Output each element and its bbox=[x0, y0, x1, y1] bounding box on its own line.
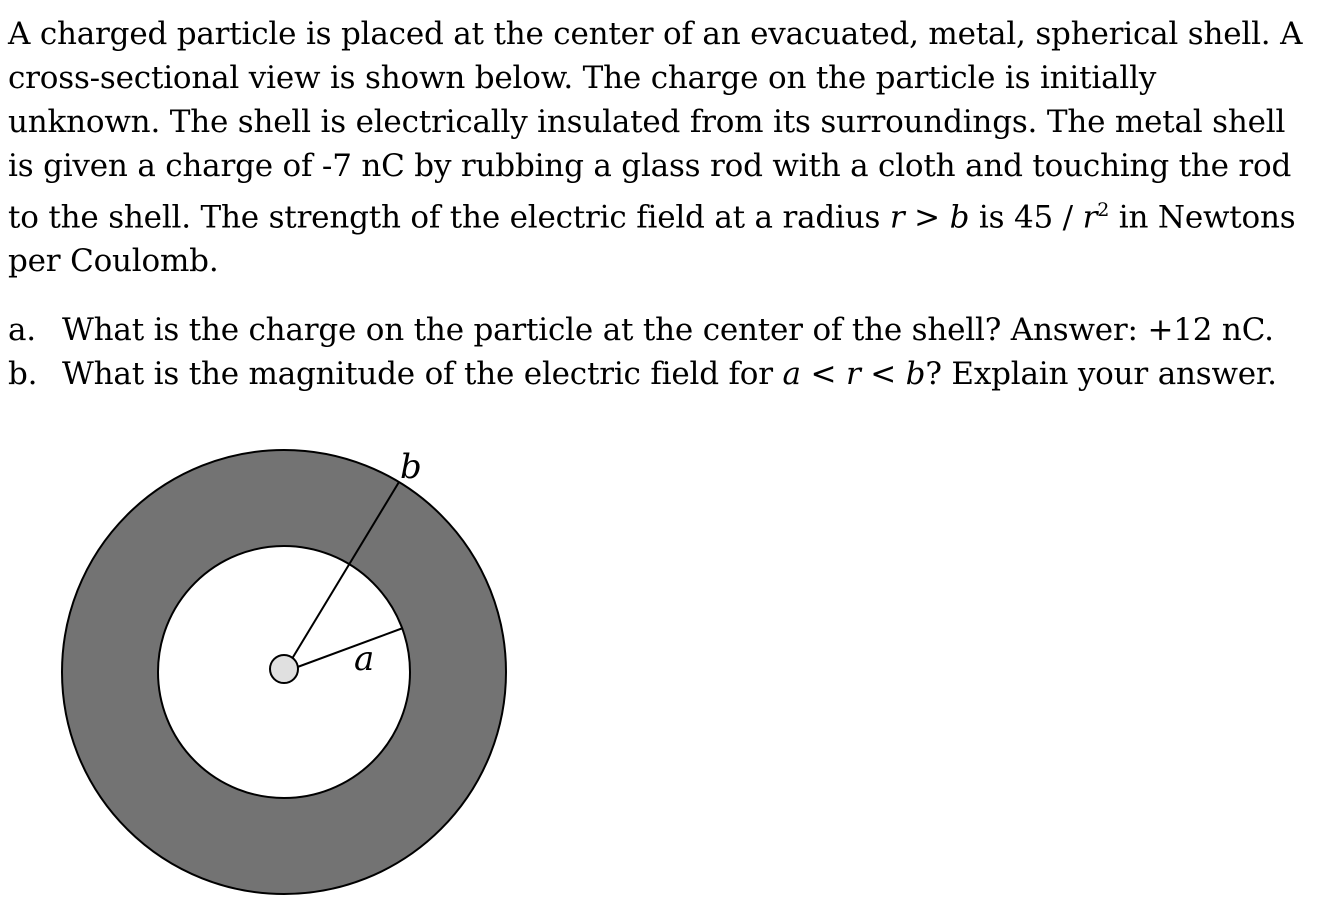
charged-particle bbox=[270, 655, 298, 683]
lt-symbol-2: < bbox=[860, 356, 906, 392]
problem-line-5-mid: is 45 / bbox=[969, 199, 1083, 236]
question-b-post: ? Explain your answer. bbox=[925, 356, 1277, 392]
problem-line-3: unknown. The shell is electrically insulated from its surroundings. The metal shell bbox=[8, 104, 1286, 140]
problem-line-2: cross-sectional view is shown below. The charge on the particle is initially bbox=[8, 60, 1157, 96]
question-b bbox=[8, 352, 1277, 396]
problem-line-5-pre: to the shell. The strength of the electric field at a radius bbox=[8, 199, 890, 236]
problem-line-5 bbox=[8, 188, 1338, 239]
label-a: a bbox=[354, 639, 375, 679]
problem-line-4: is given a charge of -7 nC by rubbing a glass rod with a cloth and touching the rod bbox=[8, 148, 1292, 184]
var-r: r bbox=[845, 356, 861, 392]
question-a-label: a. bbox=[8, 312, 36, 348]
problem-line-5-post: in Newtons bbox=[1109, 199, 1296, 236]
shell-cross-section-diagram bbox=[0, 400, 560, 904]
lt-symbol-1: < bbox=[800, 356, 846, 392]
question-b-label: b. bbox=[8, 356, 38, 392]
problem-line-6: per Coulomb. bbox=[8, 243, 219, 280]
var-r: r bbox=[889, 199, 905, 236]
var-r-squared-base: r bbox=[1082, 199, 1098, 236]
exponent-2: 2 bbox=[1097, 199, 1110, 221]
problem-line-1: A charged particle is placed at the center of an evacuated, metal, spherical shell. A bbox=[8, 16, 1303, 52]
question-a-text: What is the charge on the particle at the center of the shell? Answer: +12 nC. bbox=[62, 312, 1274, 348]
label-b: b bbox=[400, 447, 422, 487]
gt-symbol: > bbox=[904, 199, 950, 236]
var-a: a bbox=[782, 356, 801, 392]
var-b: b bbox=[949, 199, 970, 236]
question-a bbox=[8, 308, 1274, 352]
var-b: b bbox=[905, 356, 926, 392]
question-b-pre: What is the magnitude of the electric field for bbox=[62, 356, 783, 392]
problem-statement bbox=[8, 12, 1338, 283]
